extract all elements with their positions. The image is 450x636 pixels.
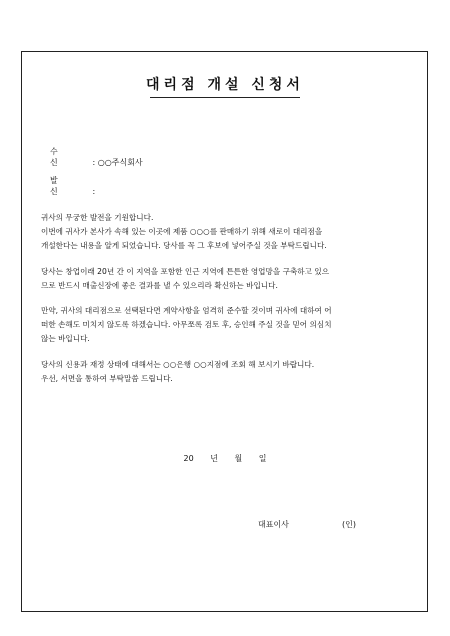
title-underline bbox=[150, 97, 300, 98]
paragraph-line: 당사의 신용과 재정 상태에 대해서는 ○○은행 ○○지점에 조회 해 보시기 바랍니다. bbox=[41, 360, 315, 369]
document-title: 대리점 개설 신청서 bbox=[146, 77, 304, 93]
sender-label: 발 신 bbox=[50, 176, 68, 196]
paragraph-line: 만약, 귀사의 대리점으로 선택된다면 계약사항을 엄격히 준수할 것이며 귀사에 대하여 어 bbox=[41, 306, 332, 315]
sender-line bbox=[50, 175, 95, 197]
paragraph-line: 않는 바입니다. bbox=[41, 334, 90, 343]
recipient-value: : ○○주식회사 bbox=[92, 158, 143, 167]
recipient-line bbox=[50, 146, 143, 168]
paragraph-line: 개설한다는 내용을 알게 되었습니다. 당사를 꼭 그 후보에 넣어주실 것을 부탁드립니다. bbox=[41, 241, 327, 250]
paragraph-line: 떠한 손해도 미치지 않도록 하겠습니다. 아무쪼록 검토 후, 승인해 주실 것을 믿어 의심치 bbox=[41, 320, 332, 329]
paragraph-credit bbox=[41, 358, 411, 386]
paragraph-line: 당사는 창업이래 20년 간 이 지역을 포함한 인근 지역에 튼튼한 영업망을 구축하고 있으 bbox=[41, 267, 330, 276]
paragraph-line: 우선, 서면을 통하여 부탁말씀 드립니다. bbox=[41, 374, 173, 383]
paragraph-company bbox=[41, 265, 411, 293]
paragraph-greeting bbox=[41, 211, 411, 253]
paragraph-line: 므로 반드시 매출신장에 좋은 결과를 낼 수 있으리라 확신하는 바입니다. bbox=[41, 281, 278, 290]
recipient-label: 수 신 bbox=[50, 147, 68, 167]
date-line: 20 년 월 일 bbox=[183, 454, 267, 463]
sender-value: : bbox=[92, 187, 96, 196]
seal-mark: (인) bbox=[342, 520, 356, 529]
signer-title: 대표이사 bbox=[258, 520, 289, 529]
paragraph-line: 이번에 귀사가 본사가 속해 있는 이곳에 제품 ○○○를 판매하기 위해 새로이 대리점을 bbox=[41, 227, 323, 236]
paragraph-commitment bbox=[41, 304, 411, 346]
paragraph-line: 귀사의 무궁한 발전을 기원합니다. bbox=[41, 213, 154, 222]
